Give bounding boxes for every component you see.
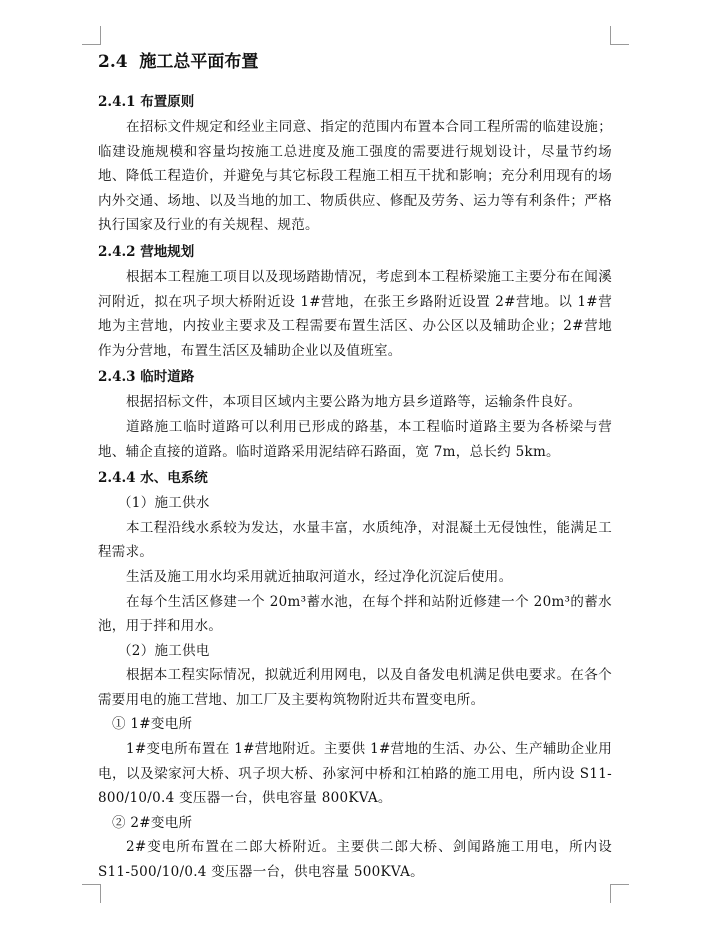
list-label-power-supply: （2）施工供电 [118,642,210,659]
section-title: 施工总平面布置 [139,52,259,72]
paragraph: 本工程沿线水系较为发达，水量丰富，水质纯净，对混凝土无侵蚀性，能满足工程需求。 [98,519,612,561]
list-label-substation-1: ① 1#变电所 [112,716,193,733]
crop-mark-top-right [610,26,629,45]
paragraph: 1#变电所布置在 1#营地附近。主要供 1#营地的生活、办公、生产辅助企业用电，以及梁家河大桥、巩子坝大桥、孙家河中桥和江柏路的施工用电，所内设 S11-800/10/0.4 变压器一台，供电容量 800KVA。 [98,741,612,807]
subsection-heading-camp-planning: 2.4.2 营地规划 [98,243,195,260]
subsection-heading-layout-principles: 2.4.1 布置原则 [98,94,195,110]
document-page [98,48,612,885]
section-heading [98,48,612,76]
paragraph: 根据本工程施工项目以及现场踏勘情况，考虑到本工程桥梁施工主要分布在闻溪河附近，拟在巩子坝大桥附近设 1#营地，在张王乡路附近设置 2#营地。以 1#营地为主营地，内按业主要求及工程需要布置生活区、办公区以及辅助企业；2#营地作为分营地，布置生活区及辅助企业以及值班室。 [98,268,612,359]
paragraph: 在招标文件规定和经业主同意、指定的范围内布置本合同工程所需的临建设施；临建设施规模和容量均按施工总进度及施工强度的需要进行规划设计，尽量节约场地、降低工程造价，并避免与其它标段工程施工相互干扰和影响；充分利用现有的场内外交通、场地、以及当地的加工、物质供应、修配及劳务、运力等有利条件；严格执行国家及行业的有关规程、规范。 [98,119,612,234]
paragraph: 2#变电所布置在二郎大桥附近。主要供二郎大桥、剑闻路施工用电，所内设 S11-500/10/0.4 变压器一台，供电容量 500KVA。 [98,839,612,881]
paragraph: 根据本工程实际情况，拟就近利用网电，以及自备发电机满足供电要求。在各个需要用电的施工营地、加工厂及主要构筑物附近共布置变电所。 [98,667,612,708]
paragraph: 根据招标文件，本项目区域内主要公路为地方县乡道路等，运输条件良好。 [126,394,582,411]
crop-mark-top-left [82,26,101,45]
paragraph: 生活及施工用水均采用就近抽取河道水，经过净化沉淀后使用。 [126,568,513,585]
crop-mark-bottom-right [610,884,629,903]
section-number: 2.4 [98,52,128,72]
subsection-heading-water-power: 2.4.4 水、电系统 [98,470,208,487]
list-label-substation-2: ② 2#变电所 [112,814,193,831]
crop-mark-bottom-left [82,884,101,903]
paragraph: 在每个生活区修建一个 20m³蓄水池，在每个拌和站附近修建一个 20m³的蓄水池，用于拌和用水。 [98,593,612,635]
subsection-heading-temporary-roads: 2.4.3 临时道路 [98,369,195,386]
paragraph: 道路施工临时道路可以利用已形成的路基，本工程临时道路主要为各桥梁与营地、辅企直接的道路。临时道路采用泥结碎石路面，宽 7m，总长约 5km。 [98,418,612,460]
list-label-water-supply: （1）施工供水 [118,495,210,512]
